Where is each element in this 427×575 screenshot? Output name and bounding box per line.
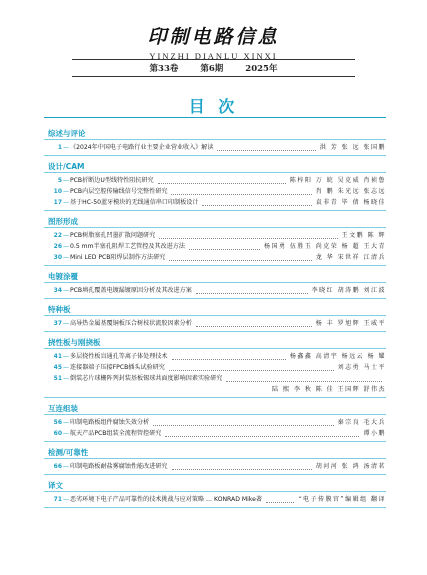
entry-dash: — (63, 320, 69, 327)
entry-authors: 洪 芳 张 远 张国鹏 (319, 144, 386, 151)
toc-entry[interactable] (44, 362, 386, 373)
entry-authors: 王文鹏 陈 辉 (341, 232, 386, 239)
entry-title: 印制电路板耐盐雾腐蚀性能改进研究 (70, 463, 168, 470)
contents-divider (44, 117, 386, 118)
entry-leader-dots (169, 365, 334, 371)
toc-entry[interactable] (44, 494, 386, 505)
entry-dash: — (63, 232, 69, 239)
toc-entry[interactable] (44, 142, 386, 153)
section-divider (44, 491, 386, 492)
entry-page-number: 45 (53, 364, 62, 371)
section-divider (44, 282, 386, 283)
section-divider (44, 227, 386, 228)
journal-pinyin: YINZHI DIANLU XINXI (149, 51, 278, 61)
entry-leader-dots (217, 145, 315, 151)
toc-section (44, 162, 386, 211)
entry-title: 恶劣环境下电子产品可靠性的技术挑战与应对策略 … KONRAD Mike著 (70, 496, 262, 503)
journal-title: 印制电路信息 (147, 26, 280, 48)
entry-leader-dots (172, 354, 286, 360)
entry-page-number: 17 (53, 199, 62, 206)
toc-entry[interactable] (44, 318, 386, 329)
entry-dash: — (63, 496, 69, 503)
entry-title: 基于HC-50蓝牙模块的无线通信串口印制板设计 (70, 199, 199, 206)
entry-dash: — (63, 375, 69, 382)
entry-authors: 杨 丰 罗旭辉 王威平 (315, 320, 386, 327)
entry-title: 0.5 mm半塞孔阻焊工艺管控及其改进方法 (70, 243, 185, 250)
entry-title: 高导热金属基覆铜板压合树枝状流胶因素分析 (70, 320, 192, 327)
section-end-divider (44, 298, 386, 299)
entry-page-number: 60 (53, 430, 62, 437)
entry-authors: 杨鑫鑫 高清宇 杨远云 杨 耀 (289, 353, 386, 360)
entry-dash: — (63, 243, 69, 250)
section-end-divider (44, 507, 386, 508)
entry-dash: — (63, 254, 69, 261)
entry-dash: — (63, 419, 69, 426)
entry-leader-dots (266, 497, 295, 503)
entry-authors: “电子传膜官”编辑组 翻译 (298, 496, 386, 503)
entry-authors: 谭小鹏 (363, 430, 386, 437)
entry-page-number: 30 (53, 254, 62, 261)
toc-entry[interactable] (44, 197, 386, 208)
section-title: 设计/CAM (48, 162, 85, 171)
entry-page-number: 34 (53, 287, 62, 294)
entry-title: 多层挠性板盲通孔等离子体处理技术 (70, 353, 168, 360)
section-divider (44, 172, 386, 173)
entry-leader-dots (172, 464, 312, 470)
entry-title: PCB填孔覆盖电镀漏镀原因分析及其改进方案 (70, 287, 192, 294)
toc-entry[interactable] (44, 230, 386, 241)
toc-entry[interactable] (44, 252, 386, 263)
section-title: 挠性板与刚挠板 (48, 338, 101, 347)
entry-dash: — (63, 188, 69, 195)
masthead (0, 0, 427, 61)
toc-entry[interactable] (44, 373, 386, 384)
entry-authors: 袁非青 毕 倩 杨晓佳 (315, 199, 386, 206)
entry-page-number: 41 (53, 353, 62, 360)
entry-dash: — (63, 353, 69, 360)
section-end-divider (44, 331, 386, 332)
section-title: 译文 (48, 481, 63, 490)
year-label: 2025年 (245, 64, 278, 74)
toc-section (44, 404, 386, 442)
entry-leader-dots (226, 376, 382, 382)
entry-authors-continued: 陆 熙 李 秋 陈 佳 王国辉 舒伟杰 (272, 386, 386, 393)
toc-section (44, 272, 386, 299)
issue-bar (72, 59, 355, 77)
section-title: 综述与评论 (48, 129, 86, 138)
entry-title: 连接器端子压接FPCB插头试验研究 (70, 364, 165, 371)
toc-entry[interactable] (44, 351, 386, 362)
toc-section (44, 338, 386, 398)
entry-title: 印制电路板组件腐蚀失效分析 (70, 419, 150, 426)
entry-leader-dots (189, 244, 260, 250)
entry-title: PCB树脂塞孔凹墨扩散问题研究 (70, 232, 156, 239)
entry-leader-dots (165, 431, 359, 437)
entry-title: 《2024年中国电子电路行业主要企业营业收入》解读 (70, 144, 214, 151)
section-end-divider (44, 265, 386, 266)
entry-leader-dots (202, 200, 311, 206)
entry-dash: — (63, 287, 69, 294)
entry-title: Mini LED PCB阻焊层制作方法研究 (70, 254, 166, 261)
volume-label: 第33卷 (149, 64, 179, 74)
toc-entry[interactable] (44, 241, 386, 252)
section-divider (44, 414, 386, 415)
entry-authors: 杨国勇 伍胜玉 尚克荣 杨 超 王大青 (263, 243, 386, 250)
toc-section (44, 305, 386, 332)
section-title: 检测/可靠性 (48, 448, 89, 457)
toc-section (44, 217, 386, 266)
entry-authors: 胡河河 张 鸿 汤清茗 (315, 463, 386, 470)
entry-leader-dots (159, 233, 337, 239)
toc-entry[interactable] (44, 175, 386, 186)
entry-authors: 肖 鹏 朱光远 张志远 (315, 188, 386, 195)
entry-page-number: 51 (53, 375, 62, 382)
section-divider (44, 315, 386, 316)
toc-section (44, 129, 386, 156)
section-divider (44, 348, 386, 349)
entry-authors: 李晓红 胡涛鹏 刘江波 (311, 287, 386, 294)
section-title: 特种板 (48, 305, 71, 314)
entry-dash: — (63, 430, 69, 437)
entry-title: PCB内层空腔传输线信号完整性研究 (70, 188, 168, 195)
section-end-divider (44, 474, 386, 475)
toc-entry[interactable] (44, 428, 386, 439)
toc-entry[interactable] (44, 417, 386, 428)
entry-page-number: 5 (57, 177, 62, 184)
section-title: 电镀涂覆 (48, 272, 78, 281)
contents-heading: 目 次 (188, 97, 239, 116)
entry-page-number: 66 (53, 463, 62, 470)
section-title: 图形形成 (48, 217, 78, 226)
toc-entry[interactable] (44, 461, 386, 472)
section-divider (44, 139, 386, 140)
entry-dash: — (63, 144, 69, 151)
entry-dash: — (63, 177, 69, 184)
entry-dash: — (63, 364, 69, 371)
entry-leader-dots (171, 189, 311, 195)
toc-section (44, 448, 386, 475)
entry-dash: — (63, 463, 69, 470)
section-end-divider (44, 441, 386, 442)
section-end-divider (44, 210, 386, 211)
entry-dash: — (63, 199, 69, 206)
entry-leader-dots (196, 288, 308, 294)
toc-entry[interactable] (44, 186, 386, 197)
table-of-contents (44, 123, 386, 508)
section-title: 互连组装 (48, 404, 78, 413)
entry-page-number: 26 (53, 243, 62, 250)
entry-title: 倒装芯片球栅阵列封装基板锡球共面度影响因素实验研究 (70, 375, 223, 382)
toc-entry[interactable] (44, 285, 386, 296)
entry-authors: 陈梓阳 万 皖 吴克威 肖祯鲁 (289, 177, 386, 184)
entry-leader-dots (169, 255, 311, 261)
section-divider (44, 458, 386, 459)
entry-page-number: 56 (53, 419, 62, 426)
toc-section (44, 481, 386, 508)
entry-page-number: 22 (53, 232, 62, 239)
entry-title: 航天产品PCB组装全流程管控研究 (70, 430, 162, 437)
entry-title: PCB折断边U型线特性阻抗研究 (70, 177, 154, 184)
entry-page-number: 1 (57, 144, 62, 151)
entry-page-number: 10 (53, 188, 62, 195)
entry-authors: 秦宗良 毛大兵 (337, 419, 386, 426)
entry-authors: 刘志勇 马士平 (337, 364, 386, 371)
entry-page-number: 71 (53, 496, 62, 503)
section-end-divider (44, 155, 386, 156)
entry-leader-dots (158, 178, 286, 184)
entry-page-number: 37 (53, 320, 62, 327)
entry-leader-dots (153, 420, 333, 426)
entry-leader-dots (196, 321, 312, 327)
section-end-divider (44, 397, 386, 398)
entry-authors: 龙 华 宋世祥 江清兵 (315, 254, 386, 261)
issue-label: 第6期 (200, 64, 224, 74)
